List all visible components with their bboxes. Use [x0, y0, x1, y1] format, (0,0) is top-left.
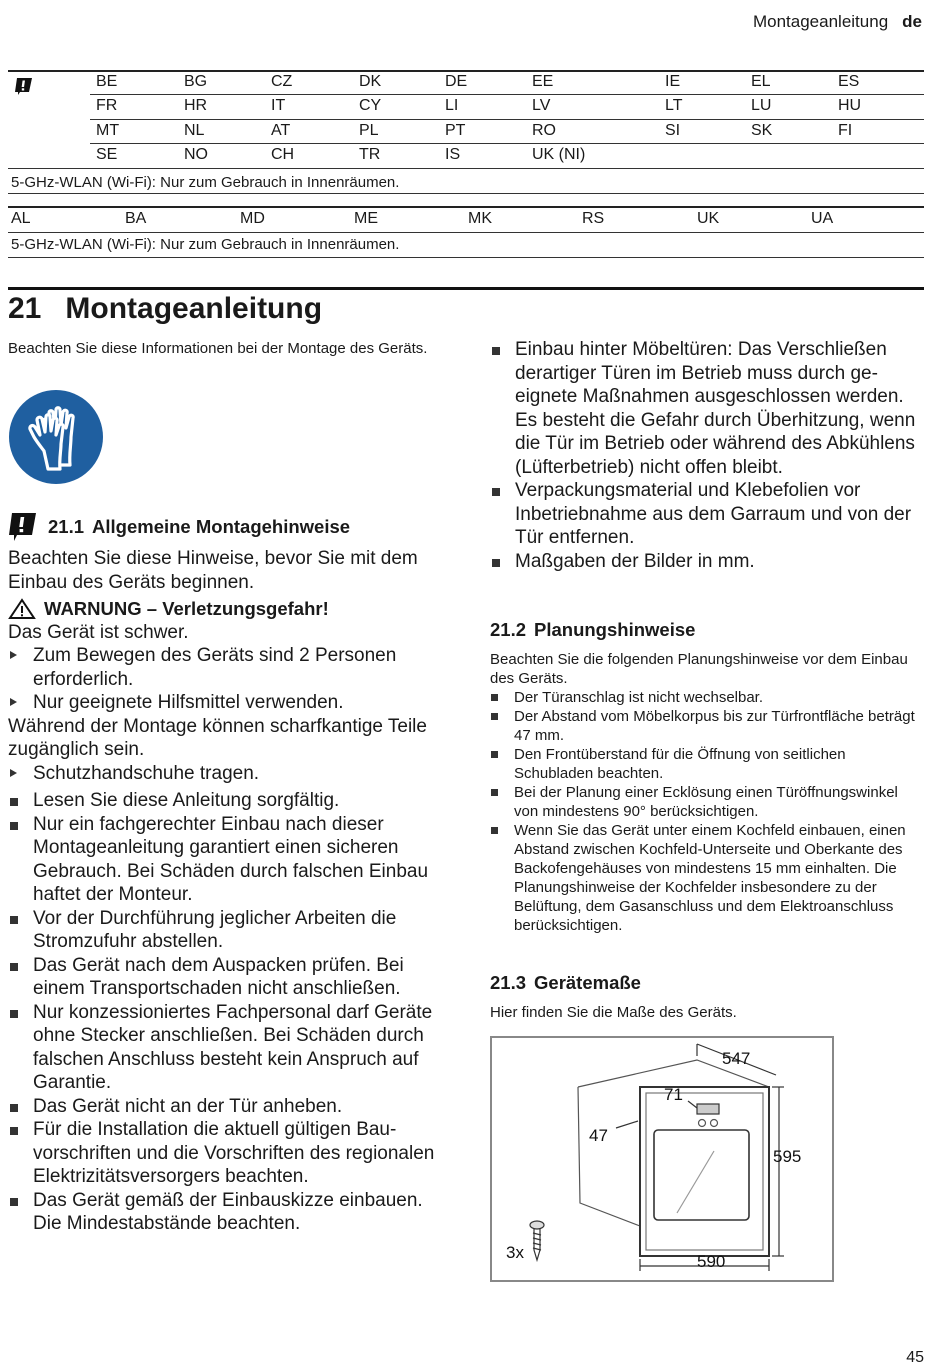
protective-gloves-icon	[8, 389, 104, 485]
planning-section	[490, 650, 925, 935]
country-code: DE	[445, 73, 468, 90]
warning-title: WARNUNG – Verletzungsgefahr!	[44, 598, 329, 619]
country-code: SI	[665, 122, 681, 139]
running-header	[753, 12, 922, 32]
subsection-number: 21.2	[490, 619, 527, 640]
instructions-list	[8, 789, 448, 1236]
country-code: ME	[354, 210, 378, 227]
instructions-list-continued	[490, 338, 925, 573]
country-code: LI	[445, 97, 459, 114]
subsection-number: 21.3	[490, 972, 527, 993]
planning-intro: Beachten Sie die folgenden Planungshinweise vor dem Einbau des Geräts.	[490, 651, 908, 687]
right-column-top	[490, 338, 925, 573]
header-title: Montageanleitung	[752, 12, 889, 31]
steps-list-2	[8, 762, 448, 786]
country-code: SE	[96, 146, 118, 163]
warning-text-2: Während der Montage können scharfkantige Teile zugänglich sein.	[8, 715, 427, 760]
country-code: DK	[359, 73, 382, 90]
section-title: Montageanleitung	[65, 292, 323, 325]
country-code: EL	[751, 73, 771, 90]
country-code: MK	[468, 210, 492, 227]
screw-count-label: 3x	[506, 1243, 524, 1262]
left-column	[8, 547, 448, 1236]
list-item: Bei der Planung einer Ecklösung einen Türöffnungswinkel von mindestens 90° berücksichtigen.	[490, 783, 925, 821]
wifi-note: 5-GHz-WLAN (Wi-Fi): Nur zum Gebrauch in Innenräumen.	[11, 174, 400, 191]
country-code: LV	[532, 97, 551, 114]
country-code: EE	[532, 73, 554, 90]
country-code: AL	[11, 210, 31, 227]
country-code: BE	[96, 73, 118, 90]
list-item: Einbau hinter Möbeltüren: Das Verschließen derartiger Türen im Betrieb muss durch geeignete Maßnahmen ausgeschlossen werden. Es besteht die Gefahr durch Überhitzung, wenn die Tür im Betrieb oder während des Abkühlens (Lüfterbetrieb) nicht offen bleibt.	[490, 338, 925, 479]
section-heading	[8, 292, 322, 326]
country-code: CY	[359, 97, 382, 114]
list-item: Maßgaben der Bilder in mm.	[490, 550, 925, 574]
warning-text-1: Das Gerät ist schwer.	[8, 621, 189, 643]
country-code: BG	[184, 73, 208, 90]
country-code: HR	[184, 97, 208, 114]
list-item: Zum Bewegen des Geräts sind 2 Personen erforderlich.	[8, 644, 448, 691]
country-code: AT	[271, 122, 291, 139]
list-item: Das Gerät nicht an der Tür anheben.	[8, 1095, 448, 1119]
country-code: IT	[271, 97, 286, 114]
warning-triangle-icon	[8, 598, 36, 620]
list-item: Der Abstand vom Möbelkorpus bis zur Türfrontfläche beträgt 47 mm.	[490, 707, 925, 745]
country-code: NL	[184, 122, 205, 139]
list-item: Verpackungsmaterial und Klebefolien vor Inbetriebnahme aus dem Garraum und von der Tür entfernen.	[490, 479, 925, 550]
page-number: 45	[906, 1349, 924, 1366]
section-intro: Beachten Sie diese Informationen bei der Montage des Geräts.	[8, 340, 428, 357]
country-code: HU	[838, 97, 862, 114]
subsection-21-2-heading	[490, 619, 695, 641]
country-code: RO	[532, 122, 556, 139]
steps-list-1	[8, 644, 448, 715]
header-language: de	[902, 12, 922, 31]
country-code: PT	[445, 122, 466, 139]
subsection-21-3-heading	[490, 972, 641, 994]
wifi-note-2: 5-GHz-WLAN (Wi-Fi): Nur zum Gebrauch in Innenräumen.	[11, 236, 400, 253]
list-item: Den Frontüberstand für die Öffnung von seitlichen Schubladen beachten.	[490, 745, 925, 783]
country-code: LU	[751, 97, 772, 114]
list-item: Wenn Sie das Gerät unter einem Kochfeld einbauen, einen Abstand zwischen Kochfeld-Unterseite und Oberkante des Backofengehäuses von mindestens 15 mm einhalten. Die Planungshinweise der Kochfelder insbesondere zu der Belüftung, dem Gasanschluss und dem Elektroanschluss berücksichtigen.	[490, 821, 925, 935]
front-offset-label: 71	[664, 1085, 683, 1104]
list-item: Vor der Durchführung jeglicher Arbeiten die Stromzufuhr abstellen.	[8, 907, 448, 954]
country-code: SK	[751, 122, 773, 139]
list-item: Nur geeignete Hilfsmittel verwenden.	[8, 691, 448, 715]
planning-list	[490, 688, 925, 935]
list-item: Schutzhandschuhe tragen.	[8, 762, 448, 786]
note-icon	[8, 511, 38, 543]
list-item: Nur konzessioniertes Fachpersonal darf Geräte ohne Stecker anschließen. Bei Schäden durch falschen Anschluss besteht kein Anspruch auf Garantie.	[8, 1001, 448, 1095]
note-icon	[14, 76, 34, 96]
list-item: Das Gerät gemäß der Einbauskizze einbauen. Die Mindestabstände beachten.	[8, 1189, 448, 1236]
appliance-dimensions-figure	[490, 1036, 834, 1282]
country-table-eu	[8, 70, 924, 194]
country-code: UK	[697, 210, 720, 227]
country-code: PL	[359, 122, 379, 139]
list-item: Lesen Sie diese Anleitung sorgfältig.	[8, 789, 448, 813]
country-code: UK (NI)	[532, 146, 586, 163]
country-code: FI	[838, 122, 853, 139]
subsection-title: Gerätemaße	[534, 972, 641, 993]
dimensions-intro: Hier finden Sie die Maße des Geräts.	[490, 1004, 737, 1021]
subsection-21-1-heading	[8, 511, 350, 543]
door-offset-label: 47	[589, 1126, 608, 1145]
subsection-intro: Beachten Sie diese Hinweise, bevor Sie mit dem Einbau des Geräts beginnen.	[8, 548, 418, 593]
list-item: Für die Installation die aktuell gültigen Bauvorschriften und die Vorschriften des regionalen Elektrizitätsversorgers beachten.	[8, 1118, 448, 1189]
warning-heading	[8, 597, 448, 621]
subsection-title: Planungshinweise	[534, 619, 696, 640]
country-code: MD	[240, 210, 265, 227]
section-number: 21	[8, 292, 42, 325]
subsection-number: 21.1	[48, 516, 85, 537]
list-item: Nur ein fachgerechter Einbau nach dieser Montageanleitung garantiert einen sicheren Gebrauch. Bei Schäden durch falschen Einbau haftet der Monteur.	[8, 813, 448, 907]
country-code: IS	[445, 146, 461, 163]
list-item: Das Gerät nach dem Auspacken prüfen. Bei einem Transportschaden nicht anschließen.	[8, 954, 448, 1001]
country-table-other	[8, 206, 924, 258]
subsection-title: Allgemeine Montagehinweise	[92, 516, 351, 537]
country-code: BA	[125, 210, 147, 227]
country-code: CZ	[271, 73, 293, 90]
country-code: TR	[359, 146, 381, 163]
section-rule	[8, 287, 924, 290]
list-item: Der Türanschlag ist nicht wechselbar.	[490, 688, 925, 707]
country-code: LT	[665, 97, 683, 114]
country-code: ES	[838, 73, 860, 90]
country-code: NO	[184, 146, 208, 163]
depth-label: 547	[722, 1049, 751, 1068]
country-code: IE	[665, 73, 681, 90]
country-code: UA	[811, 210, 834, 227]
country-code: RS	[582, 210, 605, 227]
country-code: FR	[96, 97, 118, 114]
country-code: MT	[96, 122, 120, 139]
width-label: 590	[697, 1252, 726, 1271]
height-label: 595	[773, 1147, 802, 1166]
country-code: CH	[271, 146, 295, 163]
